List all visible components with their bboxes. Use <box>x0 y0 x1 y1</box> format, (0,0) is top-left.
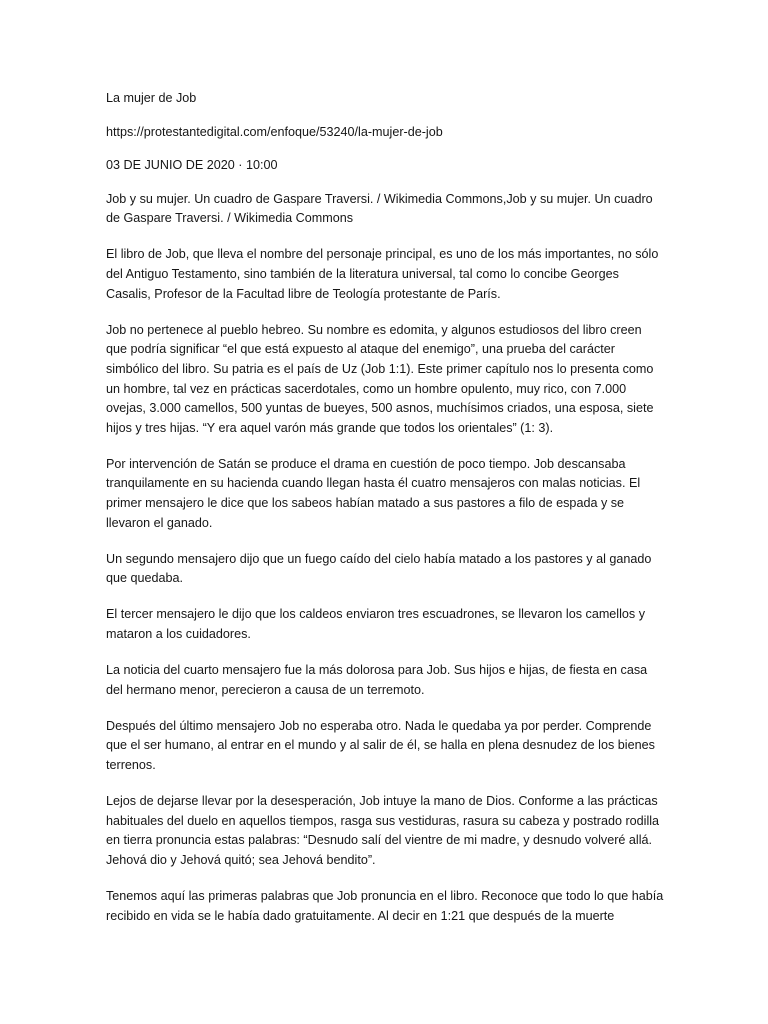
body-paragraph: Tenemos aquí las primeras palabras que Job pronuncia en el libro. Reconoce que todo lo que había recibido en vida se le había dado gratuitamente. Al decir en 1:21 que después de la muerte <box>106 888 664 923</box>
body-paragraph: La noticia del cuarto mensajero fue la más dolorosa para Job. Sus hijos e hijas, de fiesta en casa del hermano menor, perecieron a causa de un terremoto. <box>106 663 648 697</box>
body-paragraph: Por intervención de Satán se produce el drama en cuestión de poco tiempo. Job descansaba tranquilamente en su hacienda cuando llegan hasta él cuatro mensajeros con malas noticias. El primer mensajero le dice que los sabeos habían matado a sus pastores a filo de espada y se llevaron el ganado. <box>106 456 641 530</box>
source-url: https://protestantedigital.com/enfoque/53240/la-mujer-de-job <box>106 124 443 139</box>
image-caption-paragraph: Job y su mujer. Un cuadro de Gaspare Traversi. / Wikimedia Commons,Job y su mujer. Un cuadro de Gaspare Traversi. / Wikimedia Commons <box>106 191 653 226</box>
document-title: La mujer de Job <box>106 91 197 105</box>
body-paragraph: Después del último mensajero Job no esperaba otro. Nada le quedaba ya por perder. Comprende que el ser humano, al entrar en el mundo y al salir de él, se halla en plena desnudez de los bienes terrenos. <box>106 718 655 772</box>
publication-date: 03 DE JUNIO DE 2020 · 10:00 <box>106 158 278 173</box>
body-paragraph: Job no pertenece al pueblo hebreo. Su nombre es edomita, y algunos estudiosos del libro creen que podría significar “el que está expuesto al ataque del enemigo”, una prueba del carácter simbólico del libro. Su patria es el país de Uz (Job 1:1). Este primer capítulo nos lo presenta como un hombre, tal vez en prácticas sacerdotales, como un hombre opulento, muy rico, con 7.000 ovejas, 3.000 camellos, 500 yuntas de bueyes, 500 asnos, muchísimos criados, una esposa, siete hijos y tres hijas. “Y era aquel varón más grande que todos los orientales” (1: 3). <box>106 322 654 435</box>
document-body <box>106 89 666 943</box>
body-paragraph: Lejos de dejarse llevar por la desesperación, Job intuye la mano de Dios. Conforme a las prácticas habituales del duelo en aquellos tiempos, rasga sus vestiduras, rasura su cabeza y postrado rodilla en tierra pronuncia estas palabras: “Desnudo salí del vientre de mi madre, y desnudo volveré allá. Jehová dio y Jehová quitó; sea Jehová bendito”. <box>106 794 660 867</box>
body-paragraph: El tercer mensajero le dijo que los caldeos enviaron tres escuadrones, se llevaron los camellos y mataron a los cuidadores. <box>106 607 646 641</box>
body-paragraph: El libro de Job, que lleva el nombre del personaje principal, es uno de los más importantes, no sólo del Antiguo Testamento, sino también de la literatura universal, tal como lo concibe Georges Casalis, Profesor de la Facultad libre de Teología protestante de París. <box>106 247 659 301</box>
body-paragraph: Un segundo mensajero dijo que un fuego caído del cielo había matado a los pastores y al ganado que quedaba. <box>106 551 652 586</box>
